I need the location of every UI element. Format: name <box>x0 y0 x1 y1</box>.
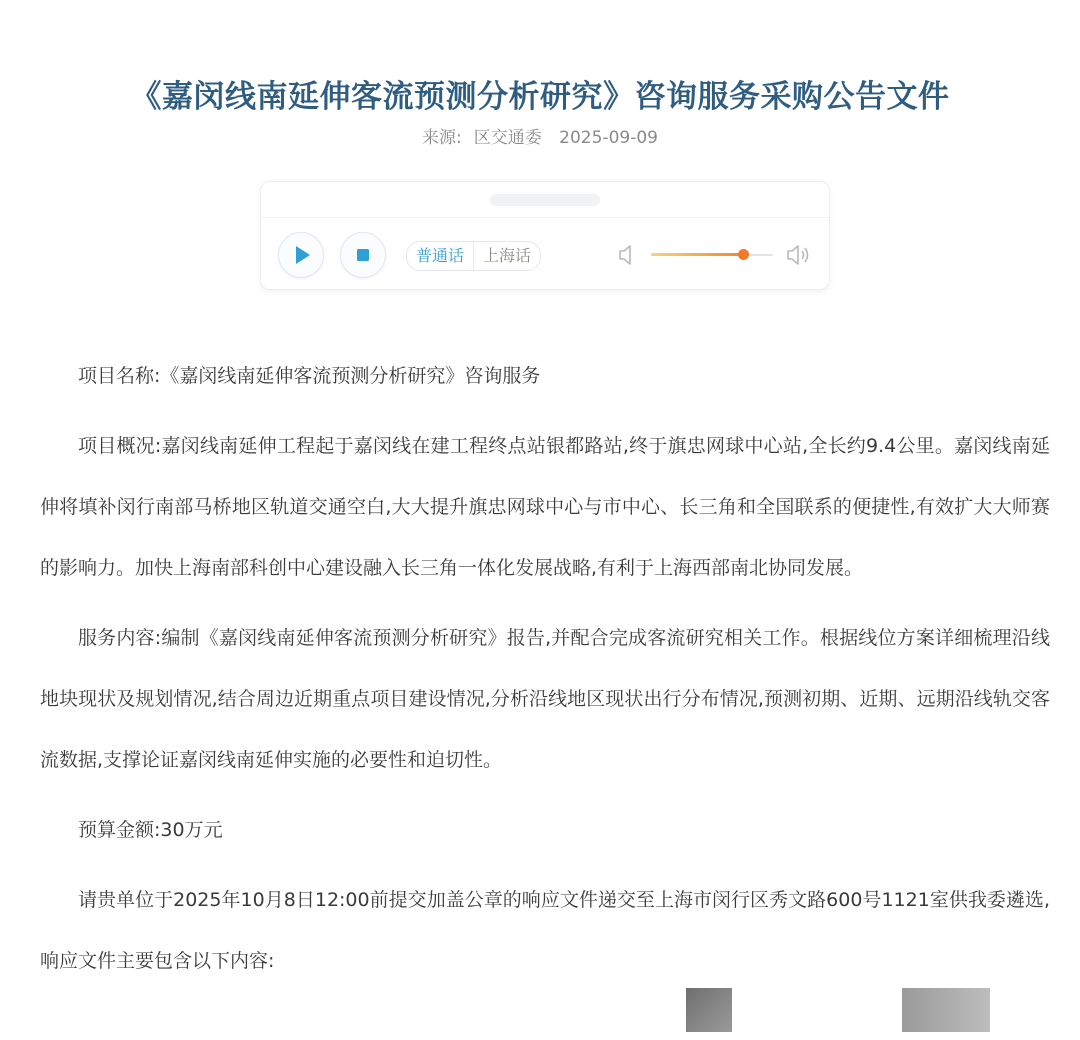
volume-slider[interactable] <box>651 245 773 265</box>
volume-low-icon[interactable] <box>617 242 637 268</box>
paragraph-budget: 预算金额:30万元 <box>78 819 223 841</box>
volume-high-icon[interactable] <box>785 242 813 268</box>
play-button[interactable] <box>278 232 324 278</box>
paragraph-project-overview: 项目概况:嘉闵线南延伸工程起于嘉闵线在建工程终点站银都路站,终于旗忠网球中心站,全长约9.4公里。嘉闵线南延伸将填补闵行南部马桥地区轨道交通空白,大大提升旗忠网球中心与市中心、长三角和全国联系的便捷性,有效扩大大师赛的影响力。加快上海南部科创中心建设融入长三角一体化发展战略,有利于上海西部南北协同发展。 <box>40 435 1050 579</box>
paragraph-project-name: 项目名称:《嘉闵线南延伸客流预测分析研究》咨询服务 <box>78 365 541 387</box>
player-header <box>261 182 829 218</box>
publish-date: 2025-09-09 <box>559 128 658 148</box>
language-toggle <box>406 241 541 271</box>
redacted-block-left <box>686 988 732 1032</box>
play-icon <box>279 233 323 277</box>
page-title: 《嘉闵线南延伸客流预测分析研究》咨询服务采购公告文件 <box>130 78 950 115</box>
source-value: 区交通委 <box>473 128 542 148</box>
volume-fill <box>651 253 743 256</box>
paragraph-service-content: 服务内容:编制《嘉闵线南延伸客流预测分析研究》报告,并配合完成客流研究相关工作。根据线位方案详细梳理沿线地块现状及规划情况,结合周边近期重点项目建设情况,分析沿线地区现状出行分布情况,预测初期、近期、远期沿线轨交客流数据,支撑论证嘉闵线南延伸实施的必要性和迫切性。 <box>40 627 1050 771</box>
lang-option-mandarin[interactable]: 普通话 <box>416 246 465 265</box>
article-body <box>40 346 1050 1001</box>
stop-button[interactable] <box>340 232 386 278</box>
redacted-block-right <box>902 988 990 1032</box>
article-meta <box>0 124 1080 152</box>
lang-option-shanghainese[interactable]: 上海话 <box>473 242 540 270</box>
paragraph-submission: 请贵单位于2025年10月8日12:00前提交加盖公章的响应文件递交至上海市闵行区秀文路600号1121室供我委遴选,响应文件主要包含以下内容: <box>40 889 1050 972</box>
stop-icon <box>341 233 385 277</box>
source-label: 来源: <box>422 128 462 148</box>
volume-knob[interactable] <box>738 249 749 260</box>
audio-player <box>260 181 830 290</box>
player-header-placeholder <box>490 194 600 206</box>
